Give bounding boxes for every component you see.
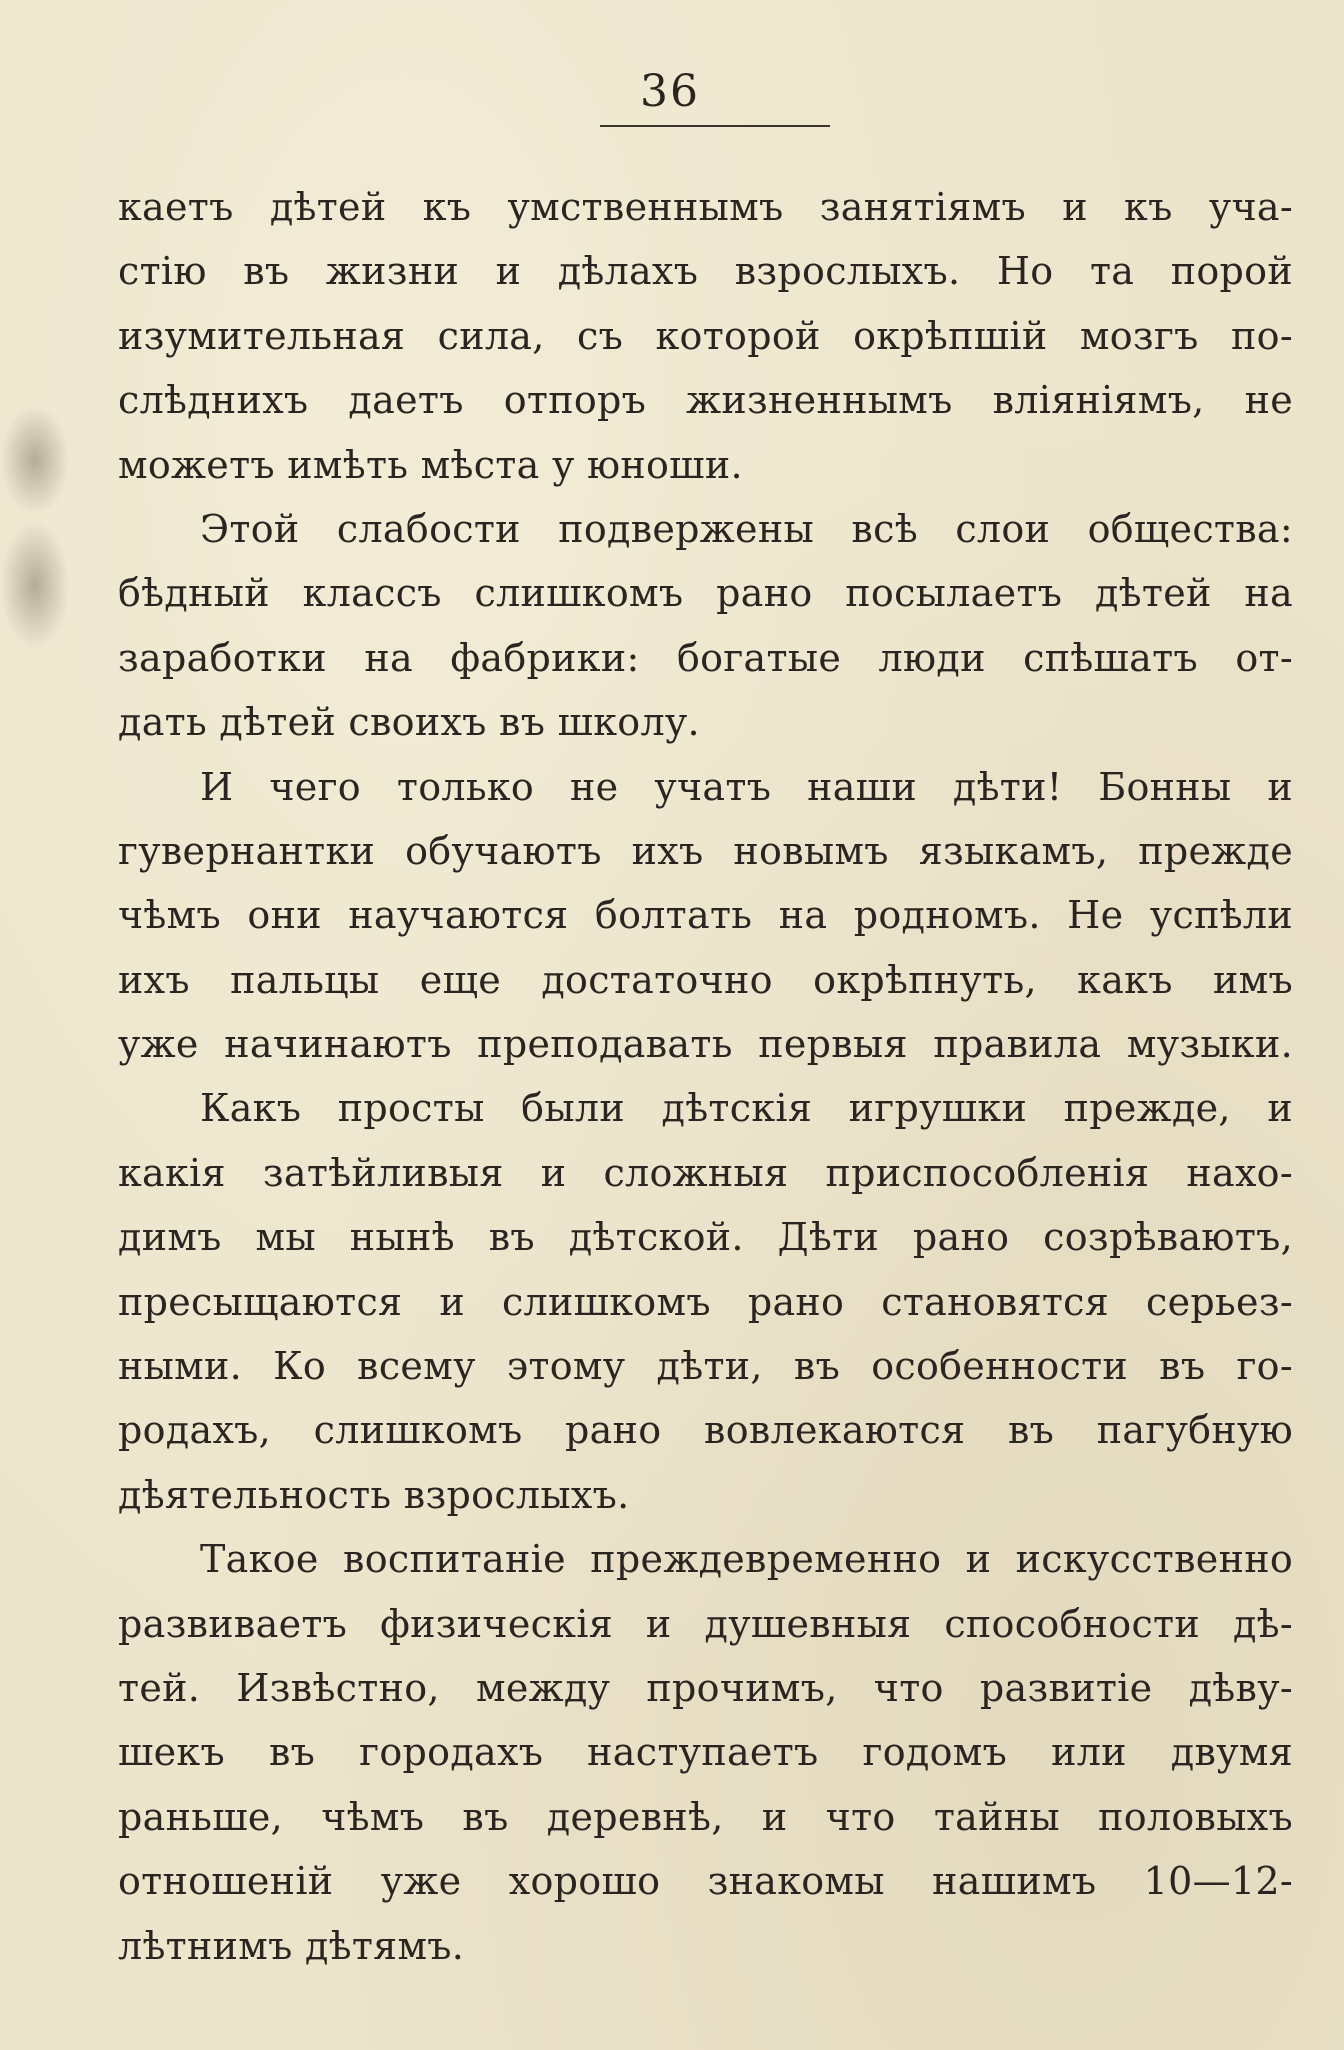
body-text	[118, 175, 1293, 1978]
text-line: дѣятельность взрослыхъ.	[118, 1472, 630, 1517]
text-line: гувернантки обучаютъ ихъ новымъ языкамъ, прежде	[118, 828, 1293, 873]
text-line: димъ мы нынѣ въ дѣтской. Дѣти рано созрѣваютъ,	[118, 1215, 1293, 1260]
text-line: развиваетъ физическія и душевныя способности дѣ-	[118, 1601, 1293, 1646]
text-line: Этой слабости подвержены всѣ слои общества:	[200, 506, 1293, 551]
text-line: Такое воспитаніе преждевременно и искусственно	[200, 1537, 1293, 1582]
text-line: родахъ, слишкомъ рано вовлекаются въ пагубную	[118, 1408, 1293, 1453]
text-line: бѣдный классъ слишкомъ рано посылаетъ дѣтей на	[118, 571, 1293, 616]
text-line: чѣмъ они научаются болтать на родномъ. Не успѣли	[118, 893, 1293, 938]
text-line: заработки на фабрики: богатые люди спѣшатъ от-	[118, 635, 1293, 680]
text-line: ными. Ко всему этому дѣти, въ особенности въ го-	[118, 1344, 1293, 1389]
text-line: можетъ имѣть мѣста у юноши.	[118, 442, 743, 487]
ink-smudge-upper	[0, 405, 70, 515]
text-line: каетъ дѣтей къ умственнымъ занятіямъ и къ уча-	[118, 185, 1293, 229]
text-line: И чего только не учатъ наши дѣти! Бонны и	[200, 764, 1293, 809]
text-line: изумительная сила, съ которой окрѣпшій мозгъ по-	[118, 313, 1293, 358]
text-line: Какъ просты были дѣтскія игрушки прежде, и	[200, 1086, 1293, 1131]
page-number: 36	[640, 66, 700, 117]
text-line: пресыщаются и слишкомъ рано становятся серьез-	[118, 1279, 1293, 1324]
text-line: тей. Извѣстно, между прочимъ, что развитіе дѣву-	[118, 1665, 1293, 1710]
text-line: лѣтнимъ дѣтямъ.	[118, 1923, 465, 1968]
text-line: стію въ жизни и дѣлахъ взрослыхъ. Но та порой	[118, 249, 1293, 294]
text-line: какія затѣйливыя и сложныя приспособленія нахо-	[118, 1150, 1293, 1195]
text-line: раньше, чѣмъ въ деревнѣ, и что тайны половыхъ	[118, 1794, 1293, 1839]
text-line: отношеній уже хорошо знакомы нашимъ 10—12-	[118, 1859, 1293, 1904]
text-line: дать дѣтей своихъ въ школу.	[118, 700, 700, 745]
text-line: уже начинаютъ преподавать первыя правила музыки.	[118, 1022, 1293, 1067]
header-rule	[600, 125, 830, 127]
text-line: слѣднихъ даетъ отпоръ жизненнымъ вліяніямъ, не	[118, 378, 1293, 423]
ink-smudge-lower	[0, 520, 70, 650]
text-line: ихъ пальцы еще достаточно окрѣпнуть, какъ имъ	[118, 957, 1293, 1002]
text-line: шекъ въ городахъ наступаетъ годомъ или двумя	[118, 1730, 1293, 1775]
